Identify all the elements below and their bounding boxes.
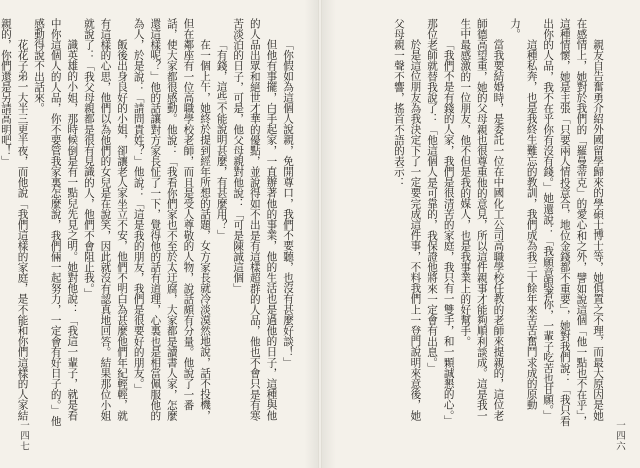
paragraph: 「我們不是有錢的人家，我們是很清苦的家庭，我只有一雙手，和一顆誠懇的心。」那位老師就替我說了：「他這個人是可靠的，我保證他將來一定會有出息。」 [426,18,455,427]
paragraph: 識英雄的小姐，那時候倒是有一點兒先見之明。她對他說：「我這一輩子，就是看中你這個人的人品，你不要管我家裏怎麼說，我們倆一起努力，一定會有好日子的。」他感動得說不出話來。 [33,18,79,427]
paragraph: 在一個上午，她終於提到經年所想的話題，女方家長就冷淡漠然地說，話不投機，但在鄰座有一位高職學校老師，而且是受人尊敬的人物，說話頗有分量。他說了一番話，使大家都很感動。他說：「我看你們家也不至於太迂腐，大家都是讀書人家，怎麼還這樣呢？」他的話讓對方家長怔了一下，覺得他的話有道理，心裏也是相當佩服他的為人，於是說：「請問貴姓？」他說：「這是我的朋友，我們是很要好的朋友。」 [132,18,212,421]
paragraph: 親友自告奮勇介紹外國留學歸來的學碩士博士等，她俱置之不理，而最大原因是她在感情上，她對於我們的「羅曼蒂克」的愛心和之外，譬如說這個「他一點也不在乎」，這種情懷，她是主張「只要兩人情投意合，地位金錢都不重要」，她對我們說：「我只看出你的人品，我不在乎你有沒有錢。」她還說：「我願意跟著你，一輩子吃苦也甘願。」 [542,18,604,427]
paragraph: 「你假如為這個人說親，免開尊口，我們不要聽，也沒有甚麼好談！」 [282,39,294,368]
right-page-number: 一四六 [614,420,625,452]
right-page [322,0,640,468]
paragraph: 但他有事擺，白手起家，一直辦著他的事業，他的生活也是過他的日子，這種與他的人品出眾和絕世才華的優點，並說得如不出是有這樣超群的人品，他也不會只是有寒苦淡泊的日子，可是，他父母親對他說：「可是陳誠這個」 [232,18,278,421]
paragraph: 這種私奔，也是我終生難忘的教訓，我們成為我三十餘年來苦苦奮鬥求成的原動力。 [509,18,538,411]
left-page-vertical-text [0,18,296,430]
left-page-text-block [0,18,296,430]
paragraph: 於是這位朋友為我決定下了一定要完成這件事，不料我們上一登門說明來意後，她父母親一聲不響，搖首不語的表示： [392,18,422,421]
paragraph: 當我要結婚時，是委託一位在中國化工公司高職學校任教的老師來提親的，這位老師德高望重，她的父母親也很尊重他的意見，所以這件親事才能夠順利談成。這是我一生中最感激的一位朋友，他不但是我的媒人，也是我事業上的好幫手。 [459,18,505,421]
right-page-vertical-text [344,18,606,430]
paragraph: 花花子弟一大半三更半夜，而他說「我們這樣的家庭，是不能和你們這樣的人家結親的，你們還是另請高明吧！」 [0,18,29,421]
left-page-number: 一四七 [18,420,29,452]
left-page [0,0,318,468]
paragraph: 「有錢，這些不能說明甚麼，有甚麼用？」 [215,39,228,241]
right-page-text-block [344,18,606,430]
paragraph: 飯後出身良好的小姐，卻讓老人家坐立不安，他們不明白為甚麼他們年紀輕輕，就有這樣的心思，他們以為他們的女兒是在說笑，因此就沒有認真地回答。結果那位小姐就說了：「我父母親都是很有見識的人，他們不會阻止我。」 [82,18,129,421]
